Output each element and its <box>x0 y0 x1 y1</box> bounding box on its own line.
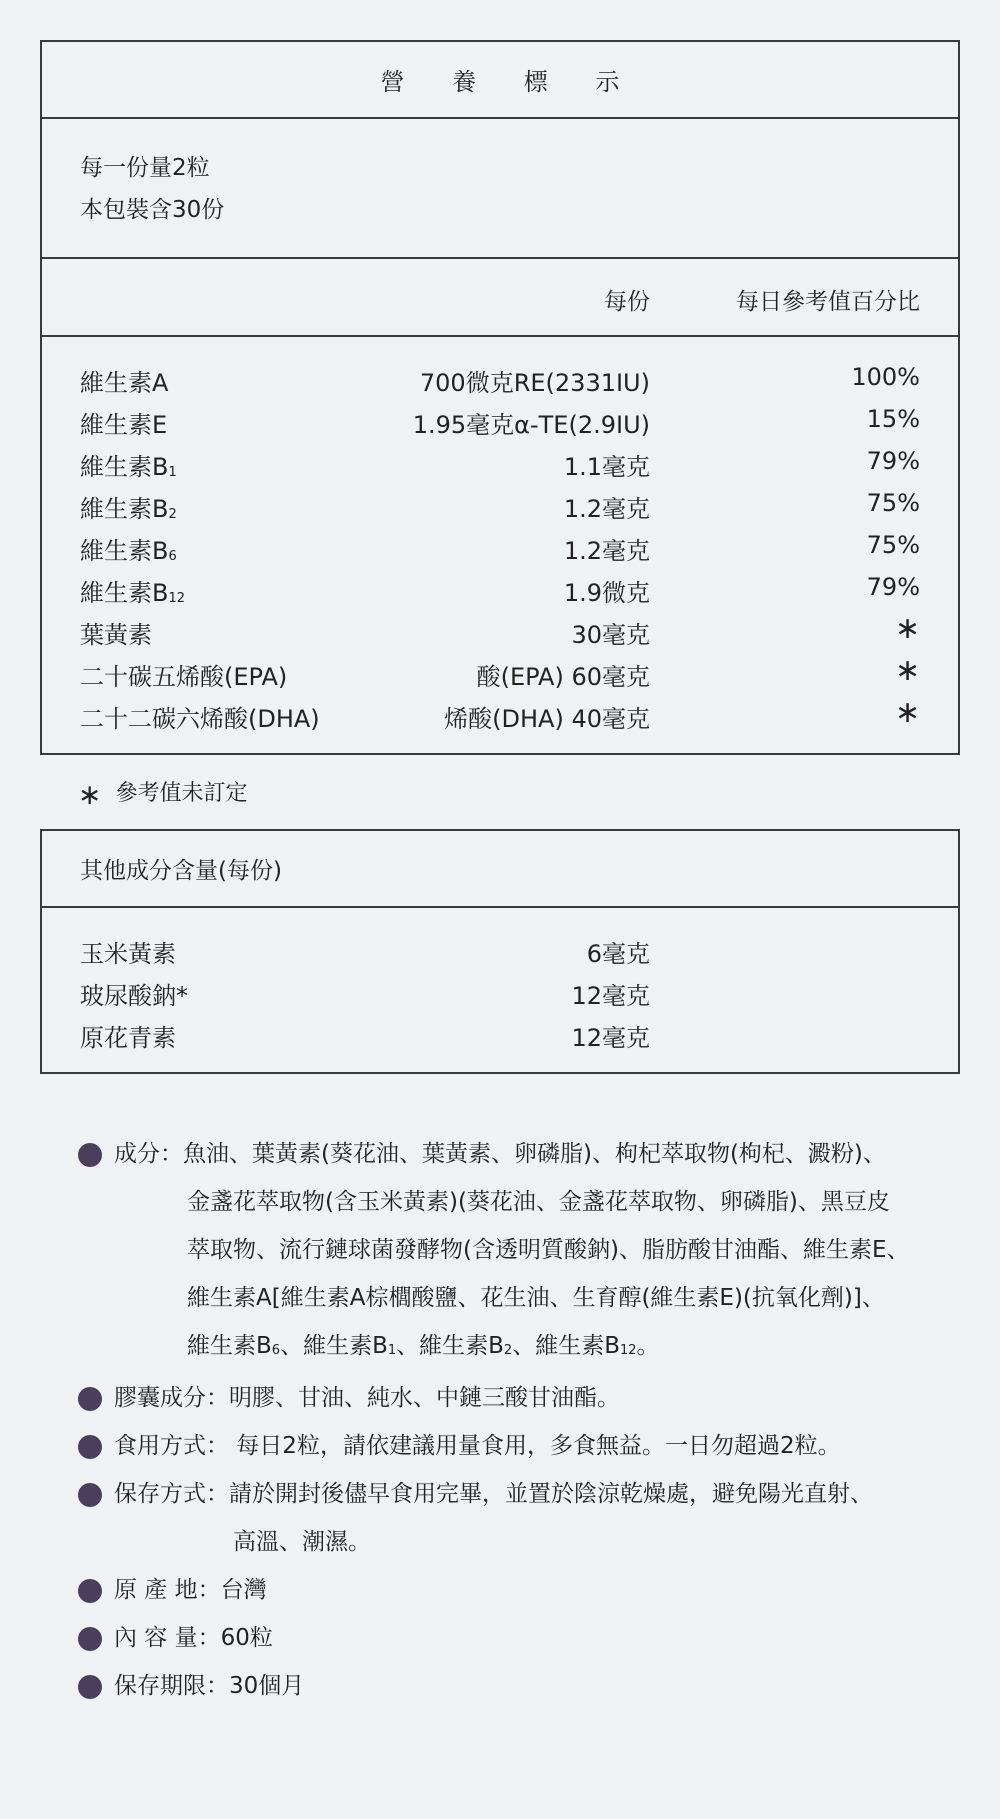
info-ingredients <box>78 1130 938 1374</box>
info-storage <box>78 1470 938 1566</box>
nutrient-name: 二十二碳六烯酸(DHA) <box>80 705 320 733</box>
bullet-dot-icon <box>78 1435 102 1459</box>
other-amount: 12毫克 <box>571 1024 650 1052</box>
other-row <box>42 928 958 970</box>
ingredients-line: 維生素A[維生素A棕櫚酸鹽、花生油、生育醇(維生素E)(抗氧化劑)]、 <box>187 1285 885 1311</box>
content-text: 60粒 <box>220 1625 273 1651</box>
info-usage <box>78 1422 938 1470</box>
bullet-dot-icon <box>78 1143 102 1167</box>
other-name: 玻尿酸鈉* <box>80 982 188 1010</box>
ingredient-text: 、維生素B <box>280 1333 388 1359</box>
bullet-dot-icon <box>78 1483 102 1507</box>
other-row <box>42 970 958 1012</box>
serving-info <box>42 119 958 259</box>
nutrition-row <box>42 399 958 441</box>
product-info-list <box>78 1130 938 1710</box>
bullet-dot-icon <box>78 1579 102 1603</box>
nutrient-daily-value: 100% <box>851 363 920 391</box>
capsule-text: 明膠、甘油、純水、中鏈三酸甘油酯。 <box>229 1385 620 1411</box>
nutrient-amount: 1.9微克 <box>563 579 650 607</box>
serving-size: 每一份量2粒 <box>80 155 210 181</box>
bullet-dot-icon <box>78 1675 102 1699</box>
other-ingredients-table <box>40 829 960 1074</box>
ingredient-text: 、維生素B <box>396 1333 504 1359</box>
col-daily-value: 每日參考值百分比 <box>736 289 920 315</box>
usage-text: 每日2粒，請依建議用量食用，多食無益。一日勿超過2粒。 <box>229 1433 841 1459</box>
nutrient-name: 維生素$B_{12}$ <box>80 579 186 607</box>
nutrition-row <box>42 651 958 693</box>
nutrient-daily-value: 15% <box>866 405 920 433</box>
other-amount: 12毫克 <box>571 982 650 1010</box>
info-content <box>78 1614 938 1662</box>
nutrition-row <box>42 525 958 567</box>
storage-label: 保存方式： <box>114 1481 229 1507</box>
capsule-label: 膠囊成分： <box>114 1385 229 1411</box>
nutrient-subscript: 12 <box>168 591 186 606</box>
nutrient-amount: 酸(EPA) 60毫克 <box>476 663 650 691</box>
nutrient-name: 維生素$B_6$ <box>80 537 177 565</box>
ingredient-text: 維生素B <box>187 1333 272 1359</box>
other-amount: 6毫克 <box>586 940 650 968</box>
shelf-label: 保存期限： <box>114 1673 229 1699</box>
other-name: 原花青素 <box>80 1024 176 1052</box>
other-name: 玉米黃素 <box>80 940 176 968</box>
nutrient-subscript: 1 <box>168 465 177 480</box>
nutrient-name: 葉黃素 <box>80 621 152 649</box>
nutrient-amount: 1.2毫克 <box>563 537 650 565</box>
nutrition-title: 營 養 標 示 <box>42 42 958 119</box>
ingredient-text: 、維生素B <box>512 1333 620 1359</box>
storage-text-cont: 高溫、潮濕。 <box>233 1529 371 1555</box>
nutrition-row <box>42 693 958 735</box>
nutrition-row <box>42 357 958 399</box>
nutrition-rows <box>42 337 958 753</box>
nutrition-table <box>40 40 960 755</box>
info-shelf-life <box>78 1662 938 1710</box>
ingredient-sub: 6 <box>271 1343 281 1358</box>
nutrition-row <box>42 567 958 609</box>
ingredient-text: 。 <box>636 1333 660 1359</box>
nutrient-daily-value: ∗ <box>894 695 920 730</box>
nutrient-name: 二十碳五烯酸(EPA) <box>80 663 288 691</box>
ingredients-label: 成分： <box>114 1141 183 1167</box>
nutrient-daily-value: 75% <box>866 531 920 559</box>
nutrition-row <box>42 441 958 483</box>
content-label: 內 容 量： <box>114 1625 221 1651</box>
info-origin <box>78 1566 938 1614</box>
bullet-dot-icon <box>78 1627 102 1651</box>
other-title: 其他成分含量(每份) <box>42 831 958 908</box>
nutrition-row <box>42 483 958 525</box>
other-rows <box>42 908 958 1072</box>
nutrient-daily-value: ∗ <box>894 611 920 646</box>
nutrient-name: 維生素E <box>80 411 168 439</box>
nutrient-amount: 烯酸(DHA) 40毫克 <box>444 705 650 733</box>
origin-label: 原 產 地： <box>114 1577 221 1603</box>
nutrition-row <box>42 609 958 651</box>
bullet-dot-icon <box>78 1387 102 1411</box>
other-row <box>42 1012 958 1054</box>
info-capsule <box>78 1374 938 1422</box>
servings-per-pack: 本包裝含30份 <box>80 197 225 223</box>
nutrient-amount: 700微克RE(2331IU) <box>419 369 650 397</box>
nutrient-daily-value: 75% <box>866 489 920 517</box>
nutrient-daily-value: ∗ <box>894 653 920 688</box>
nutrient-name: 維生素A <box>80 369 169 397</box>
storage-text: 請於開封後儘早食用完畢，並置於陰涼乾燥處，避免陽光直射、 <box>229 1481 873 1507</box>
ingredient-sub: 2 <box>503 1343 513 1358</box>
ingredients-line: 金盞花萃取物(含玉米黃素)(葵花油、金盞花萃取物、卵磷脂)、黑豆皮 <box>187 1189 890 1215</box>
nutrient-amount: 1.1毫克 <box>563 453 650 481</box>
nutrient-amount: 1.95毫克α-TE(2.9IU) <box>412 411 650 439</box>
ingredients-line-last <box>187 1322 938 1374</box>
shelf-text: 30個月 <box>229 1673 305 1699</box>
nutrient-name: 維生素$B_1$ <box>80 453 177 481</box>
ingredients-line: 魚油、葉黃素(葵花油、葉黃素、卵磷脂)、枸杞萃取物(枸杞、澱粉)、 <box>183 1141 886 1167</box>
usage-label: 食用方式： <box>114 1433 229 1459</box>
nutrient-amount: 1.2毫克 <box>563 495 650 523</box>
footnote <box>78 774 248 811</box>
nutrient-subscript: 2 <box>168 507 177 522</box>
nutrient-daily-value: 79% <box>866 447 920 475</box>
nutrition-header-row <box>42 259 958 337</box>
ingredients-line: 萃取物、流行鏈球菌發酵物(含透明質酸鈉)、脂肪酸甘油酯、維生素E、 <box>187 1237 910 1263</box>
asterisk-icon: ∗ <box>78 778 102 811</box>
nutrient-subscript: 6 <box>168 549 177 564</box>
nutrient-amount: 30毫克 <box>571 621 650 649</box>
footnote-text: 參考值未訂定 <box>115 781 248 806</box>
nutrient-daily-value: 79% <box>866 573 920 601</box>
col-per-serving: 每份 <box>604 289 650 315</box>
origin-text: 台灣 <box>220 1577 267 1603</box>
nutrient-name: 維生素$B_2$ <box>80 495 177 523</box>
ingredient-sub: 12 <box>619 1343 637 1358</box>
ingredient-sub: 1 <box>387 1343 397 1358</box>
